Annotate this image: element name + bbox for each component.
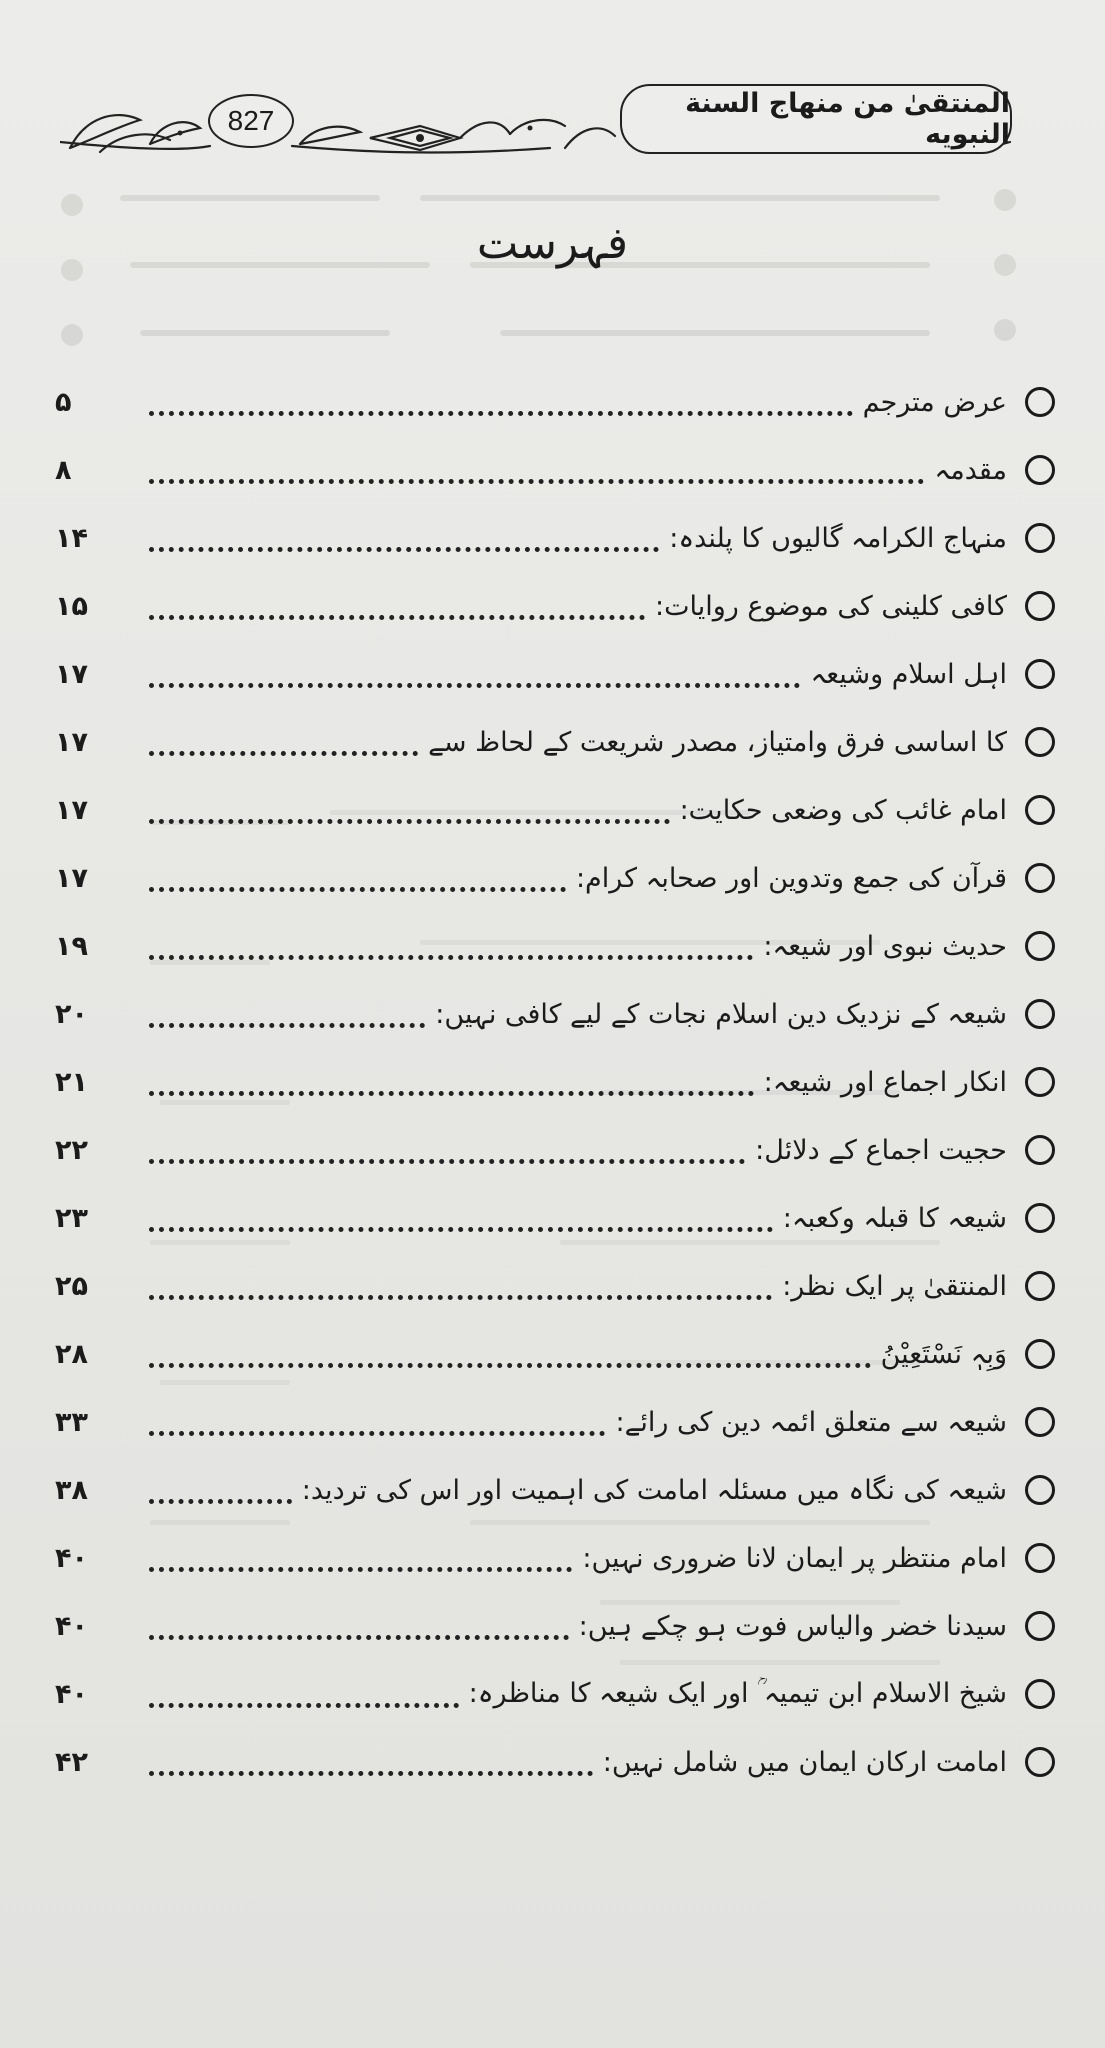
toc-entry bbox=[55, 508, 1055, 568]
circle-bullet-icon bbox=[1025, 1543, 1055, 1573]
toc-entry-page: ۴۰ bbox=[55, 1542, 88, 1574]
dot-leader bbox=[149, 615, 645, 620]
circle-bullet-icon bbox=[1025, 1203, 1055, 1233]
toc-entry-page: ۲۵ bbox=[55, 1270, 88, 1302]
circle-bullet-icon bbox=[1025, 523, 1055, 553]
dot-leader bbox=[149, 1771, 593, 1776]
toc-entry bbox=[55, 1392, 1055, 1452]
dot-leader bbox=[149, 1091, 754, 1096]
toc-entry bbox=[55, 1256, 1055, 1316]
dot-leader bbox=[149, 955, 753, 960]
toc-entry-title: منہاج الکرامہ گالیوں کا پلندہ: bbox=[669, 522, 1007, 554]
toc-entry-page: ۱۷ bbox=[55, 726, 88, 758]
toc-entry bbox=[55, 1324, 1055, 1384]
page-header bbox=[60, 78, 1020, 178]
toc-entry-page: ۴۰ bbox=[55, 1610, 88, 1642]
toc-entry-title: انکار اجماع اور شیعہ: bbox=[763, 1066, 1007, 1098]
dot-leader bbox=[149, 683, 800, 688]
circle-bullet-icon bbox=[1025, 1611, 1055, 1641]
toc-entry-page: ۱۷ bbox=[55, 658, 88, 690]
dot-leader bbox=[149, 1499, 292, 1504]
toc-entry-page: ۲۲ bbox=[55, 1134, 88, 1166]
toc-entry-title: مقدمہ bbox=[934, 454, 1007, 486]
dot-leader bbox=[149, 479, 924, 484]
toc-entry-page: ۲۸ bbox=[55, 1338, 88, 1370]
book-title-banner: المنتقیٰ من منهاج السنة النبويه bbox=[620, 84, 1012, 154]
dot-leader bbox=[149, 751, 418, 756]
toc-entry-title: قرآن کی جمع وتدوین اور صحابہ کرام: bbox=[575, 862, 1007, 894]
toc-entry-title: شیعہ کی نگاہ میں مسئلہ امامت کی اہمیت اور اس کی تردید: bbox=[301, 1474, 1007, 1506]
dot-leader bbox=[149, 1431, 605, 1436]
toc-heading: فہرست bbox=[476, 218, 629, 269]
toc-entry-title: المنتقیٰ پر ایک نظر: bbox=[782, 1270, 1007, 1302]
circle-bullet-icon bbox=[1025, 659, 1055, 689]
toc-entry bbox=[55, 916, 1055, 976]
toc-entry bbox=[55, 1528, 1055, 1588]
toc-entry bbox=[55, 372, 1055, 432]
toc-entry bbox=[55, 780, 1055, 840]
toc-entry bbox=[55, 644, 1055, 704]
circle-bullet-icon bbox=[1025, 591, 1055, 621]
toc-entry bbox=[55, 576, 1055, 636]
toc-entry bbox=[55, 1664, 1055, 1724]
dot-leader bbox=[149, 1159, 745, 1164]
toc-entry-title: حجیت اجماع کے دلائل: bbox=[755, 1134, 1007, 1166]
circle-bullet-icon bbox=[1025, 999, 1055, 1029]
toc-entry-title: حدیث نبوی اور شیعہ: bbox=[763, 930, 1007, 962]
toc-entry bbox=[55, 1596, 1055, 1656]
toc-entry-page: ۸ bbox=[55, 454, 72, 486]
toc-entry bbox=[55, 984, 1055, 1044]
dot-leader bbox=[149, 1567, 572, 1572]
toc-entry bbox=[55, 440, 1055, 500]
toc-entry-page: ۵ bbox=[55, 386, 72, 418]
circle-bullet-icon bbox=[1025, 795, 1055, 825]
dot-leader bbox=[149, 1227, 773, 1232]
toc-entry-page: ۲۱ bbox=[55, 1066, 88, 1098]
toc-entry-title: امام غائب کی وضعی حکایت: bbox=[679, 794, 1007, 826]
circle-bullet-icon bbox=[1025, 1475, 1055, 1505]
circle-bullet-icon bbox=[1025, 1339, 1055, 1369]
circle-bullet-icon bbox=[1025, 1271, 1055, 1301]
toc-entry-page: ۱۷ bbox=[55, 862, 88, 894]
dot-leader bbox=[149, 1703, 459, 1708]
toc-entry-title: سیدنا خضر والیاس فوت ہو چکے ہیں: bbox=[578, 1610, 1007, 1642]
dot-leader bbox=[149, 1023, 425, 1028]
toc-entry-page: ۲۳ bbox=[55, 1202, 88, 1234]
circle-bullet-icon bbox=[1025, 727, 1055, 757]
toc-entry-page: ۱۵ bbox=[55, 590, 88, 622]
toc-entry-title: کافی کلینی کی موضوع روایات: bbox=[654, 590, 1007, 622]
dot-leader bbox=[149, 1295, 772, 1300]
toc-entry-page: ۳۳ bbox=[55, 1406, 88, 1438]
toc-entry-page: ۲۰ bbox=[55, 998, 88, 1030]
toc-entry-page: ۴۲ bbox=[55, 1746, 88, 1778]
toc-entry-title: شیخ الاسلام ابن تیمیہ ؒ اور ایک شیعہ کا مناظرہ: bbox=[468, 1678, 1007, 1709]
dot-leader bbox=[149, 819, 670, 824]
dot-leader bbox=[149, 1635, 569, 1640]
toc-entry bbox=[55, 1188, 1055, 1248]
toc-entry-page: ۴۰ bbox=[55, 1678, 88, 1710]
toc-entry-title: امامت ارکان ایمان میں شامل نہیں: bbox=[602, 1746, 1007, 1778]
toc-entry-title: شیعہ سے متعلق ائمہ دین کی رائے: bbox=[615, 1406, 1007, 1438]
circle-bullet-icon bbox=[1025, 387, 1055, 417]
toc-entry-title: اہل اسلام وشیعہ bbox=[810, 658, 1007, 690]
toc-entry-title: عرض مترجم bbox=[862, 386, 1007, 418]
toc-entry-title: امام منتظر پر ایمان لانا ضروری نہیں: bbox=[582, 1542, 1007, 1574]
dot-leader bbox=[149, 887, 566, 892]
toc-entry-page: ۱۹ bbox=[55, 930, 88, 962]
toc-entry bbox=[55, 1460, 1055, 1520]
page-number: 827 bbox=[208, 94, 294, 148]
circle-bullet-icon bbox=[1025, 455, 1055, 485]
circle-bullet-icon bbox=[1025, 1067, 1055, 1097]
toc-entry bbox=[55, 1052, 1055, 1112]
toc-entry-page: ۱۷ bbox=[55, 794, 88, 826]
circle-bullet-icon bbox=[1025, 863, 1055, 893]
circle-bullet-icon bbox=[1025, 1135, 1055, 1165]
toc-entry bbox=[55, 712, 1055, 772]
dot-leader bbox=[149, 547, 659, 552]
toc-entry bbox=[55, 848, 1055, 908]
toc-entry bbox=[55, 1120, 1055, 1180]
toc-entry-title: وَبِہٖ نَسْتَعِیْنُ bbox=[880, 1338, 1007, 1370]
circle-bullet-icon bbox=[1025, 1407, 1055, 1437]
circle-bullet-icon bbox=[1025, 931, 1055, 961]
toc-entry-title: شیعہ کے نزدیک دین اسلام نجات کے لیے کافی نہیں: bbox=[435, 998, 1007, 1030]
toc-entry-page: ۱۴ bbox=[55, 522, 88, 554]
dot-leader bbox=[149, 411, 853, 416]
circle-bullet-icon bbox=[1025, 1747, 1055, 1777]
toc-entry-page: ۳۸ bbox=[55, 1474, 88, 1506]
toc-entry bbox=[55, 1732, 1055, 1792]
toc-entry-title: کا اساسی فرق وامتیاز، مصدر شریعت کے لحاظ سے bbox=[428, 726, 1007, 758]
circle-bullet-icon bbox=[1025, 1679, 1055, 1709]
dot-leader bbox=[149, 1363, 871, 1368]
toc-entry-title: شیعہ کا قبلہ وکعبہ: bbox=[782, 1202, 1007, 1234]
